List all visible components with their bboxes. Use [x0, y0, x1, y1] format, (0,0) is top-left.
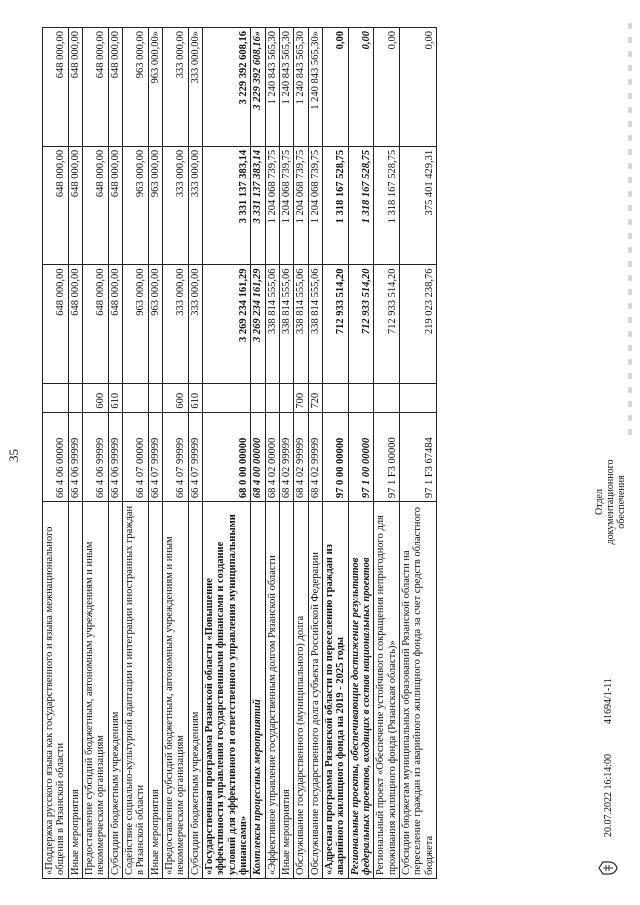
table-row	[202, 28, 250, 879]
row-amount-1: 712 933 514,20	[322, 265, 348, 384]
table-row	[43, 28, 69, 879]
row-amount-3: 333 000,00»	[188, 28, 202, 147]
row-amount-3: 3 229 392 608,16	[202, 28, 250, 147]
table-row	[294, 28, 308, 879]
row-expense-type: 600	[82, 383, 108, 412]
table-row	[188, 28, 202, 879]
row-code: 68 4 02 99999	[308, 412, 322, 502]
row-name: «Эффективное управление государственным долгом Рязанской области	[265, 502, 279, 879]
row-expense-type	[122, 383, 148, 412]
row-amount-3: 963 000,00»	[148, 28, 162, 147]
row-amount-2: 648 000,00	[68, 146, 82, 265]
row-name: «Поддержка русского языка как государственного и языка межнационального общения в Рязанской области	[43, 502, 69, 879]
row-expense-type: 610	[188, 383, 202, 412]
row-name: «Предоставление субсидий бюджетным, автономным учреждениям и иным некоммерческим организациям	[162, 502, 188, 879]
row-amount-2: 1 318 167 528,75	[348, 146, 374, 265]
row-amount-2: 648 000,00	[82, 146, 108, 265]
footer-department: Отдел документационного обеспечения	[594, 459, 627, 545]
row-amount-3: 648 000,00	[82, 28, 108, 147]
row-name: Обслуживание государственного (муниципального) долга	[294, 502, 308, 879]
row-amount-2: 1 204 068 739,75	[308, 146, 322, 265]
row-amount-3: 648 000,00	[108, 28, 122, 147]
row-amount-1: 648 000,00	[43, 265, 69, 384]
row-amount-3: 1 240 843 565,30	[279, 28, 293, 147]
table-row	[279, 28, 293, 879]
row-amount-1: 963 000,00	[122, 265, 148, 384]
row-code: 66 4 06 00000	[43, 412, 69, 502]
row-amount-3: 0,00	[348, 28, 374, 147]
row-amount-1: 333 000,00	[188, 265, 202, 384]
page-number: 35	[6, 449, 21, 462]
row-name: Региональный проект «Обеспечение устойчивого сокращения непригодного для проживания жилищного фонда (Рязанская область)»	[374, 502, 400, 879]
table-row	[251, 28, 265, 879]
table-row	[265, 28, 279, 879]
row-code: 66 4 07 00000	[122, 412, 148, 502]
row-amount-1: 333 000,00	[162, 265, 188, 384]
row-amount-3: 1 240 843 565,30	[265, 28, 279, 147]
row-name: Субсидии бюджетным учреждениям	[188, 502, 202, 879]
row-amount-1: 648 000,00	[68, 265, 82, 384]
row-expense-type	[43, 383, 69, 412]
budget-table-body	[43, 28, 437, 879]
table-row	[68, 28, 82, 879]
row-amount-3: 1 240 843 565,30	[294, 28, 308, 147]
row-code: 66 4 06 99999	[108, 412, 122, 502]
row-amount-3: 3 229 392 608,16»	[251, 28, 265, 147]
row-expense-type	[399, 383, 436, 412]
row-amount-1: 3 269 234 161,29	[251, 265, 265, 384]
row-amount-1: 338 814 555,06	[294, 265, 308, 384]
row-amount-2: 1 204 068 739,75	[265, 146, 279, 265]
row-expense-type	[148, 383, 162, 412]
row-name: Региональные проекты, обеспечивающие достижение результатов федеральных проектов, входящих в состав национальных проектов	[348, 502, 374, 879]
row-amount-2: 1 204 068 739,75	[279, 146, 293, 265]
row-name: Обслуживание государственного долга субъекта Российской Федерации	[308, 502, 322, 879]
row-amount-1: 963 000,00	[148, 265, 162, 384]
table-row	[82, 28, 108, 879]
row-amount-3: 0,00	[322, 28, 348, 147]
row-expense-type	[374, 383, 400, 412]
row-expense-type: 610	[108, 383, 122, 412]
row-name: «Государственная программа Рязанской области «Повышение эффективности управления государственными финансами и создание условий для эффективного и ответственного управления муниципальными финансами»	[202, 502, 250, 879]
row-expense-type	[279, 383, 293, 412]
row-name: Комплексы процессных мероприятий	[251, 502, 265, 879]
row-expense-type: 700	[294, 383, 308, 412]
row-code: 68 4 02 00000	[265, 412, 279, 502]
row-amount-1: 3 269 234 161,29	[202, 265, 250, 384]
row-amount-2: 3 331 137 383,14	[251, 146, 265, 265]
row-amount-1: 338 814 555,06	[279, 265, 293, 384]
table-row	[374, 28, 400, 879]
row-amount-2: 375 401 429,31	[399, 146, 436, 265]
row-name: Содействие социально-культурной адаптации и интеграции иностранных граждан в Рязанской области	[122, 502, 148, 879]
budget-table	[42, 27, 437, 879]
scan-margin-noise	[628, 15, 632, 435]
row-name: Иные мероприятия	[148, 502, 162, 879]
footer-stamp	[597, 678, 619, 879]
row-name: Субсидии бюджетным учреждениям	[108, 502, 122, 879]
row-amount-3: 648 000,00	[68, 28, 82, 147]
row-code: 68 4 00 00000	[251, 412, 265, 502]
emblem-icon	[597, 857, 619, 879]
row-amount-1: 712 933 514,20	[374, 265, 400, 384]
row-name: Предоставление субсидий бюджетным, автономным учреждениям и иным некоммерческим организациям	[82, 502, 108, 879]
row-code: 66 4 07 99999	[188, 412, 202, 502]
row-amount-3: 0,00	[374, 28, 400, 147]
row-code: 97 0 00 00000	[322, 412, 348, 502]
row-code: 97 1 F3 67484	[399, 412, 436, 502]
table-row	[162, 28, 188, 879]
row-expense-type	[322, 383, 348, 412]
row-expense-type: 720	[308, 383, 322, 412]
footer-doc-number: 41694/1-11	[602, 678, 614, 724]
row-expense-type: 600	[162, 383, 188, 412]
row-expense-type	[68, 383, 82, 412]
row-name: Иные мероприятия	[279, 502, 293, 879]
row-amount-3: 1 240 843 565,30»	[308, 28, 322, 147]
row-amount-2: 333 000,00	[188, 146, 202, 265]
row-code: 97 1 00 00000	[348, 412, 374, 502]
table-row	[322, 28, 348, 879]
table-row	[122, 28, 148, 879]
row-amount-2: 963 000,00	[122, 146, 148, 265]
row-amount-3: 963 000,00	[122, 28, 148, 147]
row-amount-2: 648 000,00	[108, 146, 122, 265]
row-amount-1: 648 000,00	[108, 265, 122, 384]
row-name: «Адресная программа Рязанской области по переселению граждан из аварийного жилищного фонда на 2019 - 2025 годы	[322, 502, 348, 879]
table-row	[399, 28, 436, 879]
row-amount-1: 712 933 514,20	[348, 265, 374, 384]
row-expense-type	[202, 383, 250, 412]
table-row	[348, 28, 374, 879]
row-amount-2: 3 331 137 383,14	[202, 146, 250, 265]
row-name: Иные мероприятия	[68, 502, 82, 879]
row-amount-1: 338 814 555,06	[308, 265, 322, 384]
row-amount-2: 1 318 167 528,75	[322, 146, 348, 265]
row-amount-2: 1 204 068 739,75	[294, 146, 308, 265]
row-code: 68 4 02 99999	[294, 412, 308, 502]
row-code: 68 4 02 99999	[279, 412, 293, 502]
row-expense-type	[265, 383, 279, 412]
row-amount-2: 963 000,00	[148, 146, 162, 265]
row-expense-type	[251, 383, 265, 412]
row-amount-1: 338 814 555,06	[265, 265, 279, 384]
row-amount-1: 219 023 238,76	[399, 265, 436, 384]
row-expense-type	[348, 383, 374, 412]
row-amount-1: 648 000,00	[82, 265, 108, 384]
table-row	[108, 28, 122, 879]
row-code: 68 0 00 00000	[202, 412, 250, 502]
row-amount-2: 1 318 167 528,75	[374, 146, 400, 265]
footer-date: 20.07.2022 16:14:00	[602, 753, 614, 837]
table-row	[148, 28, 162, 879]
row-amount-2: 648 000,00	[43, 146, 69, 265]
row-name: Субсидии бюджетам муниципальных образований Рязанской области на переселение граждан из аварийного жилищного фонда за счет средств областного бюджета	[399, 502, 436, 879]
row-code: 66 4 06 99999	[68, 412, 82, 502]
row-amount-2: 333 000,00	[162, 146, 188, 265]
row-code: 66 4 07 99999	[162, 412, 188, 502]
row-code: 66 4 07 99999	[148, 412, 162, 502]
row-code: 66 4 06 99999	[82, 412, 108, 502]
row-amount-3: 333 000,00	[162, 28, 188, 147]
row-amount-3: 648 000,00	[43, 28, 69, 147]
row-amount-3: 0,00	[399, 28, 436, 147]
row-code: 97 1 F3 00000	[374, 412, 400, 502]
table-row	[308, 28, 322, 879]
